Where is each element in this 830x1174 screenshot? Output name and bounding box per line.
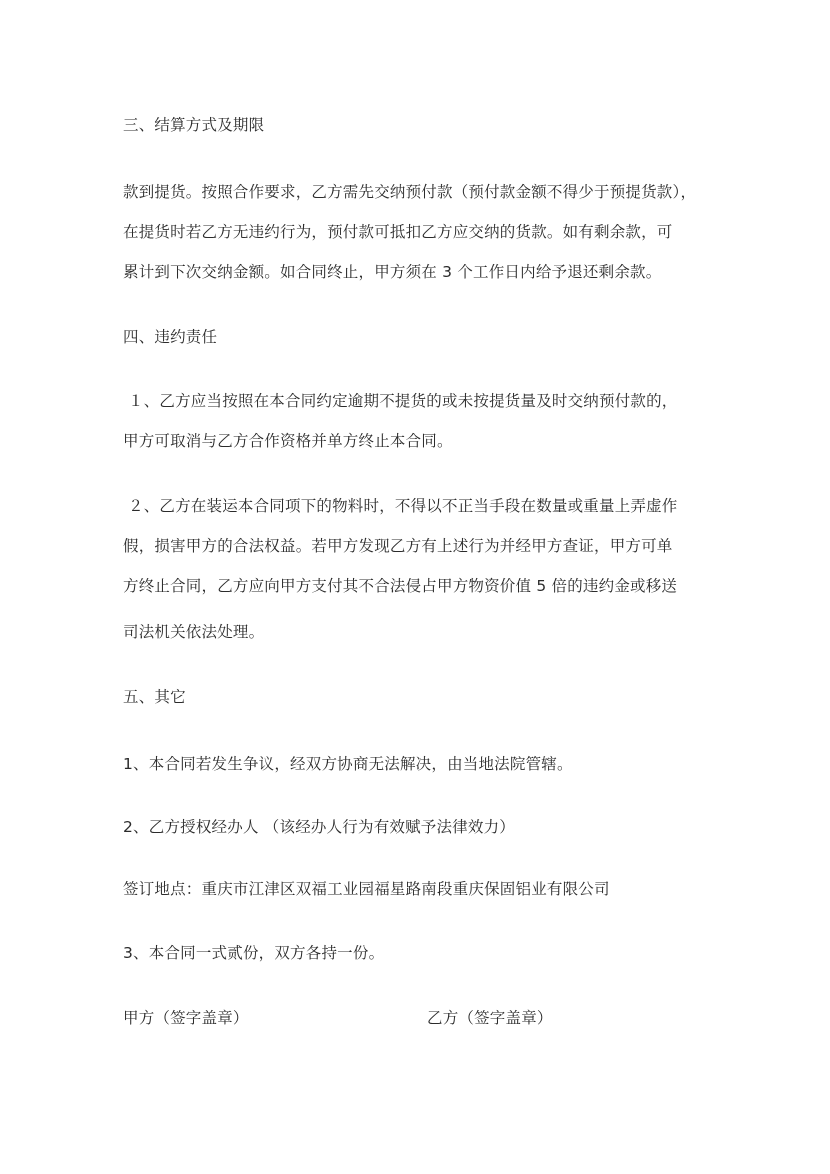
paragraph-line: 累计到下次交纳金额。如合同终止，甲方须在 3 个工作日内给予退还剩余款。	[123, 263, 662, 281]
clause-line: １、乙方应当按照在本合同约定逾期不提货的或未按提货量及时交纳预付款的，	[128, 392, 678, 410]
other-item: 2、乙方授权经办人 （该经办人行为有效赋予法律效力）	[123, 818, 515, 836]
clause-line: 假，损害甲方的合法权益。若甲方发现乙方有上述行为并经甲方查证，甲方可单	[123, 537, 673, 555]
paragraph-line: 在提货时若乙方无违约行为，预付款可抵扣乙方应交纳的货款。如有剩余款，可	[123, 223, 673, 241]
clause-line: 司法机关依法处理。	[123, 623, 265, 641]
signing-location: 签订地点：重庆市江津区双福工业园福星路南段重庆保固铝业有限公司	[123, 880, 610, 898]
other-item: 3、本合同一式贰份，双方各持一份。	[123, 944, 385, 962]
section-heading-settlement: 三、结算方式及期限	[123, 116, 265, 134]
paragraph-line: 款到提货。按照合作要求，乙方需先交纳预付款（预付款金额不得少于预提货款），	[123, 183, 697, 201]
other-item: 1、本合同若发生争议，经双方协商无法解决，由当地法院管辖。	[123, 755, 573, 773]
section-heading-liability: 四、违约责任	[123, 328, 218, 346]
section-heading-other: 五、其它	[123, 688, 186, 706]
party-a-signature: 甲方（签字盖章）	[123, 1009, 249, 1027]
party-b-signature: 乙方（签字盖章）	[427, 1009, 553, 1027]
clause-line: ２、乙方在装运本合同项下的物料时，不得以不正当手段在数量或重量上弄虚作	[128, 497, 678, 515]
clause-line: 方终止合同，乙方应向甲方支付其不合法侵占甲方物资价值 5 倍的违约金或移送	[123, 577, 678, 595]
clause-line: 甲方可取消与乙方合作资格并单方终止本合同。	[123, 432, 453, 450]
